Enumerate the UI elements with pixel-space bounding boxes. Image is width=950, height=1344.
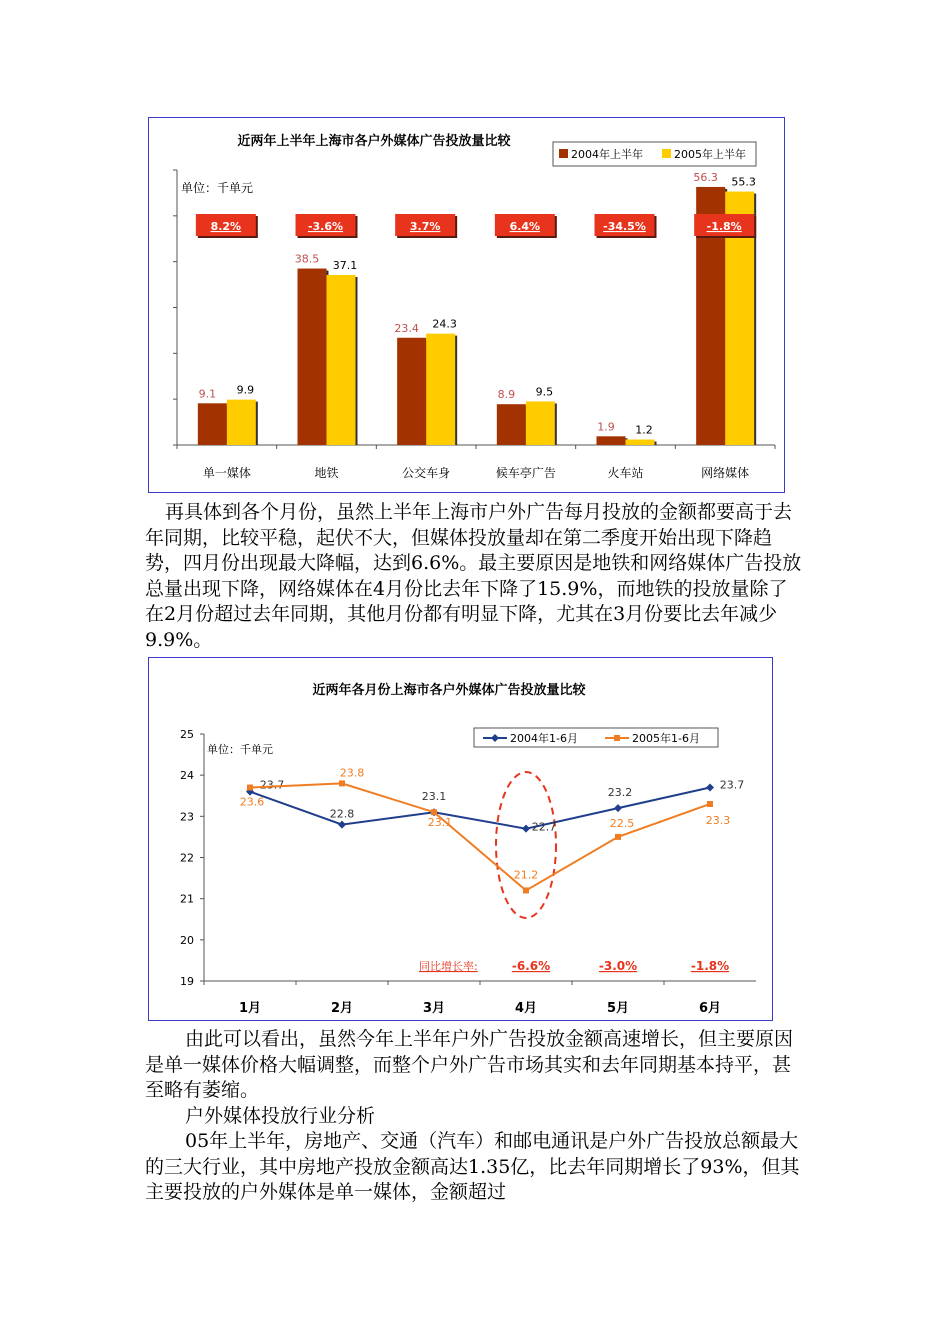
legend-label: 2004年上半年 — [571, 148, 643, 161]
paragraph-conclusion: 由此可以看出，虽然今年上半年户外广告投放金额高速增长，但主要原因是单一媒体价格大幅调整，而整个户外广告市场其实和去年同期基本持平，甚至略有萎缩。 — [145, 1028, 794, 1101]
bar-value-label: 24.3 — [432, 317, 457, 331]
growth-value: -1.8% — [706, 220, 742, 233]
data-point — [339, 780, 345, 786]
bar — [526, 401, 555, 445]
x-tick-label: 地铁 — [314, 466, 339, 480]
data-label: 22.8 — [329, 807, 355, 821]
growth-value: -34.5% — [603, 220, 646, 233]
bar — [426, 334, 455, 445]
unit-label: 单位：千单元 — [181, 181, 254, 195]
x-tick-label: 火车站 — [607, 466, 644, 480]
growth-label — [595, 214, 657, 238]
data-label: 22.5 — [609, 816, 635, 830]
legend-label: 2005年上半年 — [674, 148, 746, 161]
bar-value-label: 56.3 — [693, 170, 718, 184]
growth-label — [395, 214, 457, 238]
x-tick-label: 1月 — [238, 1001, 262, 1016]
series-line — [250, 788, 710, 829]
bar-value-label: 1.2 — [635, 423, 653, 437]
x-tick-label: 候车亭广告 — [495, 466, 556, 480]
x-tick-label: 6月 — [698, 1001, 722, 1016]
legend-label: 2004年1-6月 — [510, 732, 578, 745]
paragraph-monthly-analysis: 再具体到各个月份，虽然上半年上海市户外广告每月投放的金额都要高于去年同期，比较平稳，起伏不大，但媒体投放量却在第二季度开始出现下降趋势，四月份出现最大降幅，达到6.6%。最主要原因是地铁和网络媒体广告投放总量出现下降，网络媒体在4月份比去年下降了15.9%，而地铁的投放量除了在2月份超过去年同期，其他月份都有明显下降，尤其在3月份要比去年减少9.9%。 — [145, 501, 802, 651]
line-chart-figure — [148, 657, 773, 1021]
x-tick-label: 2月 — [330, 1001, 354, 1016]
legend-marker — [614, 735, 620, 741]
y-tick-label: 20 — [180, 933, 194, 947]
chart-title: 近两年各月份上海市各户外媒体广告投放量比较 — [312, 683, 586, 698]
y-tick-label: 25 — [180, 728, 194, 741]
x-tick-label: 单一媒体 — [202, 466, 251, 480]
data-point — [522, 825, 530, 833]
data-point — [614, 804, 622, 812]
data-label: 23.1 — [421, 790, 447, 804]
data-label: 23.6 — [239, 795, 265, 809]
growth-value: 8.2% — [210, 220, 242, 233]
y-tick-label: 22 — [180, 851, 194, 865]
data-label: 23.8 — [339, 766, 365, 780]
data-point — [523, 887, 529, 893]
y-tick-label: 21 — [180, 892, 194, 906]
data-point — [615, 834, 621, 840]
data-point — [247, 785, 253, 791]
data-label: 23.7 — [719, 778, 745, 792]
legend — [553, 142, 756, 166]
bar — [626, 440, 655, 446]
bar — [497, 404, 526, 445]
y-tick-label: 19 — [180, 975, 194, 988]
data-label: 23.3 — [705, 813, 731, 827]
legend-label: 2005年1-6月 — [632, 732, 700, 745]
x-tick-label: 网络媒体 — [701, 466, 750, 480]
growth-label — [296, 214, 358, 238]
bar-chart-figure — [148, 117, 785, 493]
bar — [298, 269, 327, 445]
legend-swatch — [662, 149, 671, 158]
data-point — [706, 784, 714, 792]
data-label: 23.7 — [259, 778, 285, 792]
bar — [597, 436, 626, 445]
data-label: 22.7 — [531, 820, 557, 834]
highlight-ellipse — [496, 772, 556, 918]
bar — [327, 275, 356, 445]
bar-value-label: 55.3 — [731, 175, 756, 189]
chart-title: 近两年上半年上海市各户外媒体广告投放量比较 — [237, 134, 511, 149]
y-tick-label: 23 — [180, 810, 194, 824]
unit-label: 单位：千单元 — [207, 743, 273, 756]
bar — [227, 400, 256, 445]
growth-label — [495, 214, 557, 238]
growth-value: 6.4% — [509, 220, 541, 233]
bar-value-label: 37.1 — [332, 258, 358, 272]
bar-value-label: 38.5 — [294, 252, 320, 266]
growth-label — [196, 214, 258, 238]
growth-title: 同比增长率: — [419, 960, 478, 973]
bar-value-label: 9.1 — [198, 387, 217, 401]
legend — [474, 728, 718, 747]
data-point — [338, 821, 346, 829]
section-heading: 户外媒体投放行业分析 — [185, 1105, 376, 1127]
data-label: 23.2 — [607, 786, 633, 800]
bar-value-label: 23.4 — [394, 321, 419, 335]
growth-value: -3.6% — [307, 220, 344, 233]
x-tick-label: 3月 — [422, 1001, 446, 1016]
growth-value: 3.7% — [409, 220, 441, 233]
data-point — [707, 801, 713, 807]
y-tick-label: 24 — [180, 769, 194, 783]
bar-chart — [149, 118, 784, 492]
x-tick-label: 5月 — [606, 1001, 630, 1016]
bar-value-label: 8.9 — [497, 388, 516, 402]
growth-value: -6.6% — [511, 959, 551, 973]
series-line — [250, 783, 710, 890]
bar-value-label: 9.9 — [236, 383, 255, 397]
bar-value-label: 1.9 — [597, 420, 615, 434]
line-chart — [149, 658, 772, 1020]
growth-value: -3.0% — [598, 959, 638, 973]
x-tick-label: 公交车身 — [402, 466, 451, 480]
bar-value-label: 9.5 — [535, 385, 554, 399]
x-tick-label: 4月 — [514, 1001, 538, 1016]
data-label: 23.1 — [427, 816, 453, 830]
growth-label — [694, 214, 756, 238]
paragraph-industry-analysis: 05年上半年，房地产、交通（汽车）和邮电通讯是户外广告投放总额最大的三大行业，其中房地产投放金额高达1.35亿，比去年同期增长了93%，但其主要投放的户外媒体是单一媒体，金额超过 — [145, 1130, 800, 1203]
legend-swatch — [559, 149, 568, 158]
bar — [198, 403, 227, 445]
growth-value: -1.8% — [690, 959, 730, 973]
data-label: 21.2 — [513, 868, 539, 882]
data-point — [431, 809, 437, 815]
bar — [397, 338, 426, 445]
